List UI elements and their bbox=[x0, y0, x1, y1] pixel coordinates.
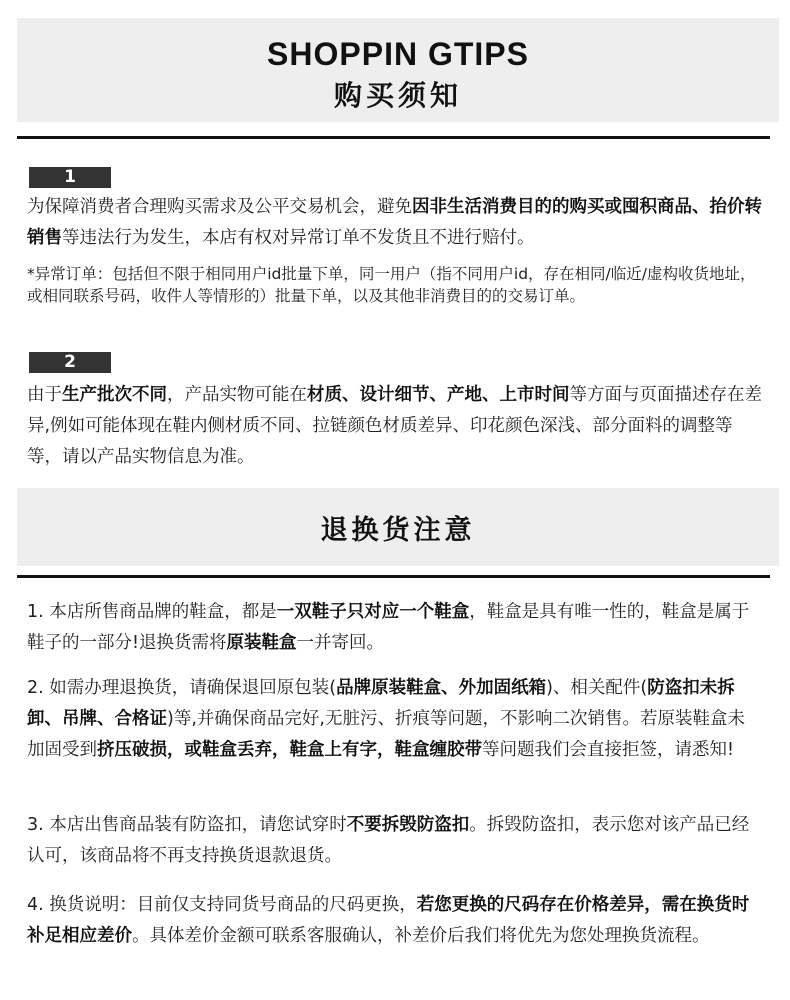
divider bbox=[17, 575, 770, 578]
return-rule-item: 4. 换货说明：目前仅支持同货号商品的尺码更换，若您更换的尺码存在价格差异，需在换货时补足相应差价。具体差价金额可联系客服确认，补差价后我们将优先为您处理换货流程。 bbox=[27, 895, 750, 946]
section-number-badge: 2 bbox=[29, 352, 111, 373]
return-rule-item: 3. 本店出售商品装有防盗扣，请您试穿时不要拆毁防盗扣。拆毁防盗扣，表示您对该产品已经认可，该商品将不再支持换货退款退货。 bbox=[27, 815, 750, 866]
return-rule-item: 1. 本店所售商品牌的鞋盒，都是一双鞋子只对应一个鞋盒，鞋盒是具有唯一性的，鞋盒是属于鞋子的一部分!退换货需将原装鞋盒一并寄回。 bbox=[27, 602, 750, 653]
section-title: 退换货注意 bbox=[320, 515, 476, 546]
notice-paragraph: 由于生产批次不同，产品实物可能在材质、设计细节、产地、上市时间等方面与页面描述存在差异,例如可能体现在鞋内侧材质不同、拉链颜色材质差异、印花颜色深浅、部分面料的调整等等，请以产品实物信息为准。 bbox=[27, 385, 762, 467]
return-rule-item: 2. 如需办理退换货，请确保退回原包装(品牌原装鞋盒、外加固纸箱)、相关配件(防盗扣未拆卸、吊牌、合格证)等,并确保商品完好,无脏污、折痕等问题，不影响二次销售。若原装鞋盒未加固受到挤压破损，或鞋盒丢弃，鞋盒上有字，鞋盒缠胶带等问题我们会直接拒签，请悉知! bbox=[27, 678, 745, 760]
section-number-badge: 1 bbox=[29, 167, 111, 188]
page-title: 购买须知 bbox=[333, 79, 462, 112]
notice-paragraph: 为保障消费者合理购买需求及公平交易机会，避免因非生活消费目的的购买或囤积商品、抬价转销售等违法行为发生，本店有权对异常订单不发货且不进行赔付。 bbox=[27, 197, 762, 248]
divider bbox=[17, 136, 770, 139]
abnormal-order-note: *异常订单：包括但不限于相同用户id批量下单，同一用户（指不同用户id，存在相同/临近/虚构收货地址，或相同联系号码，收件人等情形的）批量下单，以及其他非消费目的的交易订单。 bbox=[27, 265, 756, 305]
page-title-english: SHOPPIN GTIPS bbox=[267, 36, 529, 72]
